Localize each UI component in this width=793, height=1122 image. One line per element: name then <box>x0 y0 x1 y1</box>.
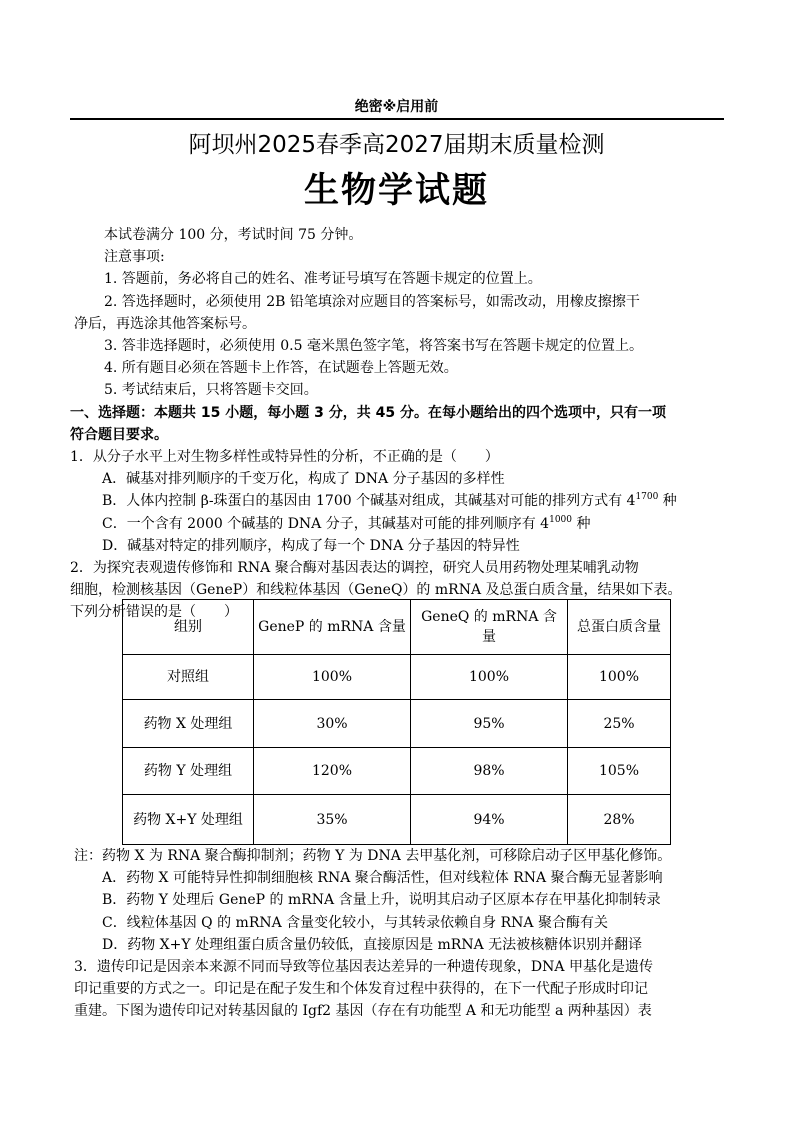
table-cell: 94% <box>411 795 568 845</box>
note-item: 4. 所有题目必须在答题卡上作答，在试题卷上答题无效。 <box>104 360 458 377</box>
exponent: 1700 <box>635 492 659 503</box>
question-1-option-d: D．碱基对特定的排列顺序，构成了每一个 DNA 分子基因的特异性 <box>102 537 520 554</box>
table-cell: 105% <box>568 748 671 795</box>
exam-title: 阿坝州2025春季高2027届期末质量检测 <box>188 132 605 158</box>
table-cell: 30% <box>254 700 411 748</box>
table-header-row <box>123 600 671 655</box>
question-1-option-b <box>74 490 724 512</box>
subject-title: 生物学试题 <box>303 171 489 211</box>
table-header-cell: 总蛋白质含量 <box>568 600 671 655</box>
table-cell: 药物 X 处理组 <box>123 700 254 748</box>
note-item: 5. 考试结束后，只将答题卡交回。 <box>104 382 318 399</box>
question-1-option-a: A．碱基对排列顺序的千变万化，构成了 DNA 分子基因的多样性 <box>102 471 505 488</box>
question-2-option-d: D．药物 X+Y 处理组蛋白质含量仍较低，直接原因是 mRNA 无法被核糖体识别并翻译 <box>102 936 643 953</box>
section-heading: 一、选择题：本题共 15 小题，每小题 3 分，共 45 分。在每小题给出的四个选项中，只有一项 <box>70 404 666 421</box>
note-item: 2. 答选择题时，必须使用 2B 铅笔填涂对应题目的答案标号，如需改动，用橡皮擦擦干 <box>104 293 640 310</box>
table-cell: 药物 X+Y 处理组 <box>123 795 254 845</box>
table-cell: 25% <box>568 700 671 748</box>
question-1-option-c <box>74 513 724 535</box>
exam-content <box>70 224 724 624</box>
question-2-stem: 2．为探究表观遗传修饰和 RNA 聚合酶对基因表达的调控，研究人员用药物处理某哺乳动物 <box>70 560 639 577</box>
header-divider <box>70 118 724 120</box>
question-2-stem-cont: 下列分析错误的是（ ） <box>70 604 238 621</box>
exponent: 1000 <box>549 514 572 525</box>
question-1-stem: 1．从分子水平上对生物多样性或特异性的分析，不正确的是（ ） <box>70 449 499 466</box>
table-cell: 28% <box>568 795 671 845</box>
notes-heading: 注意事项: <box>104 249 165 266</box>
table-row <box>123 795 671 845</box>
section-heading-cont: 符合题目要求。 <box>70 426 168 443</box>
note-item: 3. 答非选择题时，必须使用 0.5 毫米黑色签字笔，将答案书写在答题卡规定的位置上。 <box>104 338 643 355</box>
option-text: 种 <box>658 493 677 510</box>
table-cell: 对照组 <box>123 655 254 700</box>
table-cell: 35% <box>254 795 411 845</box>
option-text: B．人体内控制 β-珠蛋白的基因由 1700 个碱基对组成，其碱基对可能的排列方式有 4 <box>102 493 636 510</box>
table-cell: 药物 Y 处理组 <box>123 748 254 795</box>
table-note: 注：药物 X 为 RNA 聚合酶抑制剂；药物 Y 为 DNA 去甲基化剂，可移除启动子区甲基化修饰。 <box>74 848 672 864</box>
question-3-stem-cont: 重建。下图为遗传印记对转基因鼠的 Igf2 基因（存在有功能型 A 和无功能型 a 两种基因）表 <box>74 1003 652 1020</box>
table-row <box>123 700 671 748</box>
question-2-option-b: B．药物 Y 处理后 GeneP 的 mRNA 含量上升，说明其启动子区原本存在甲基化抑制转录 <box>102 892 661 909</box>
table-cell: 98% <box>411 748 568 795</box>
table-cell: 120% <box>254 748 411 795</box>
secret-label: 绝密※启用前 <box>354 99 439 115</box>
score-time-line: 本试卷满分 100 分，考试时间 75 分钟。 <box>104 227 363 243</box>
note-item: 1. 答题前，务必将自己的姓名、准考证号填写在答题卡规定的位置上。 <box>104 271 542 288</box>
table-cell: 100% <box>254 655 411 700</box>
table-row <box>123 655 671 700</box>
question-2-option-a: A．药物 X 可能特异性抑制细胞核 RNA 聚合酶活性，但对线粒体 RNA 聚合酶无显著影响 <box>102 870 663 887</box>
table-cell: 95% <box>411 700 568 748</box>
question-3-stem: 3．遗传印记是因亲本来源不同而导致等位基因表达差异的一种遗传现象，DNA 甲基化是遗传 <box>74 959 653 976</box>
question-2-option-c: C．线粒体基因 Q 的 mRNA 含量变化较小，与其转录依赖自身 RNA 聚合酶有关 <box>102 914 608 931</box>
question-2-stem-cont: 细胞，检测核基因（GeneP）和线粒体基因（GeneQ）的 mRNA 及总蛋白质含量，结果如下表。 <box>70 582 682 599</box>
question-3-stem-cont: 印记重要的方式之一。印记是在配子发生和个体发育过程中获得的，在下一代配子形成时印记 <box>74 981 648 998</box>
results-table <box>122 599 671 845</box>
option-text: C．一个含有 2000 个碱基的 DNA 分子，其碱基对可能的排列顺序有 4 <box>102 515 550 532</box>
note-item: 净后，再选涂其他答案标号。 <box>74 315 256 332</box>
table-cell: 100% <box>411 655 568 700</box>
table-header-cell: GeneP 的 mRNA 含量 <box>254 600 411 655</box>
option-text: 种 <box>572 515 591 532</box>
table-row <box>123 748 671 795</box>
after-table-content <box>74 845 728 1023</box>
table-header-cell: GeneQ 的 mRNA 含量 <box>411 600 568 655</box>
table-cell: 100% <box>568 655 671 700</box>
table-header-cell: 组别 <box>123 600 254 655</box>
